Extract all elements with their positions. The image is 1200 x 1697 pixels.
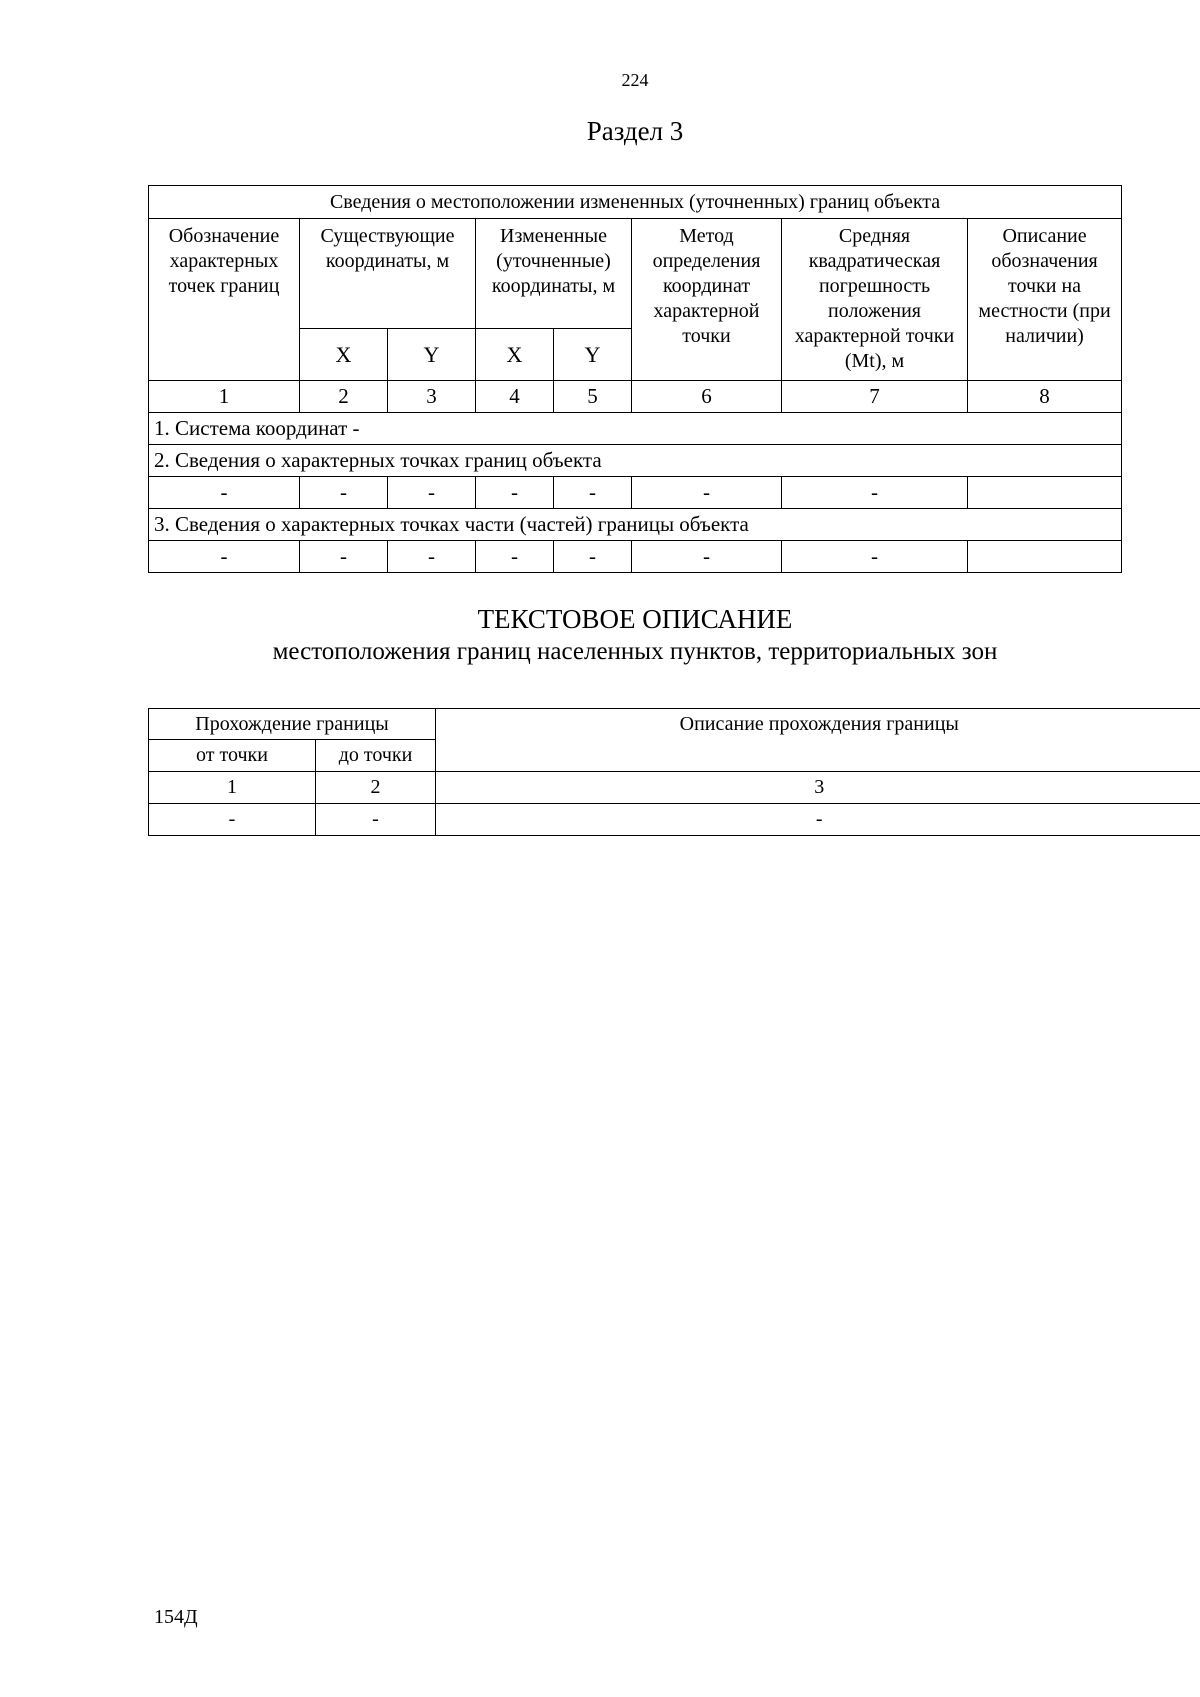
header-mean-error: Средняя квадратическая погрешность положения характерной точки (Mt), м [782, 219, 968, 381]
footer-code: 154Д [154, 1606, 198, 1628]
column-number: 5 [554, 381, 632, 413]
section-partial-boundary-points: 3. Сведения о характерных точках части (частей) границы объекта [149, 509, 1122, 541]
table-cell: - [316, 804, 436, 836]
table-cell [968, 541, 1122, 573]
column-number: 3 [388, 381, 476, 413]
table-cell: - [554, 477, 632, 509]
table-cell: - [388, 541, 476, 573]
section-coordinate-system: 1. Система координат - [149, 413, 1122, 445]
header-existing-coordinates: Существующие координаты, м [300, 219, 476, 329]
column-number: 2 [316, 772, 436, 804]
page-number: 224 [621, 70, 649, 90]
column-number: 6 [632, 381, 782, 413]
table-cell: - [388, 477, 476, 509]
column-number: 2 [300, 381, 388, 413]
table-cell: - [436, 804, 1200, 836]
column-number: 1 [149, 381, 300, 413]
table-cell: - [476, 477, 554, 509]
header-boundary-passage: Прохождение границы [149, 709, 436, 740]
subheader-existing-x: X [300, 329, 388, 381]
subheader-changed-y: Y [554, 329, 632, 381]
header-method: Метод определения координат характерной точки [632, 219, 782, 381]
table-cell: - [300, 541, 388, 573]
header-changed-coordinates: Измененные (уточненные) координаты, м [476, 219, 632, 329]
text-description-title: ТЕКСТОВОЕ ОПИСАНИЕ [477, 604, 793, 634]
boundary-description-table [148, 708, 1200, 836]
text-description-subtitle: местоположения границ населенных пунктов, территориальных зон [272, 638, 998, 665]
table-cell [968, 477, 1122, 509]
header-point-description: Описание обозначения точки на местности (при наличии) [968, 219, 1122, 381]
table-cell: - [149, 804, 316, 836]
column-number: 8 [968, 381, 1122, 413]
table-cell: - [149, 541, 300, 573]
header-boundary-description: Описание прохождения границы [436, 709, 1200, 772]
table-cell: - [632, 541, 782, 573]
column-number: 3 [436, 772, 1200, 804]
section-title: Раздел 3 [586, 116, 684, 146]
table-cell: - [476, 541, 554, 573]
table-cell: - [300, 477, 388, 509]
table-cell: - [632, 477, 782, 509]
table-cell: - [554, 541, 632, 573]
table-cell: - [149, 477, 300, 509]
section-boundary-points: 2. Сведения о характерных точках границ объекта [149, 445, 1122, 477]
boundary-coordinates-table [148, 185, 1122, 573]
column-number: 7 [782, 381, 968, 413]
column-number: 4 [476, 381, 554, 413]
table1-title: Сведения о местоположении измененных (уточненных) границ объекта [149, 186, 1122, 219]
subheader-existing-y: Y [388, 329, 476, 381]
column-number: 1 [149, 772, 316, 804]
header-to-point: до точки [316, 740, 436, 772]
header-from-point: от точки [149, 740, 316, 772]
table-cell: - [782, 477, 968, 509]
table-cell: - [782, 541, 968, 573]
subheader-changed-x: X [476, 329, 554, 381]
header-point-designation: Обозначение характерных точек границ [149, 219, 300, 381]
